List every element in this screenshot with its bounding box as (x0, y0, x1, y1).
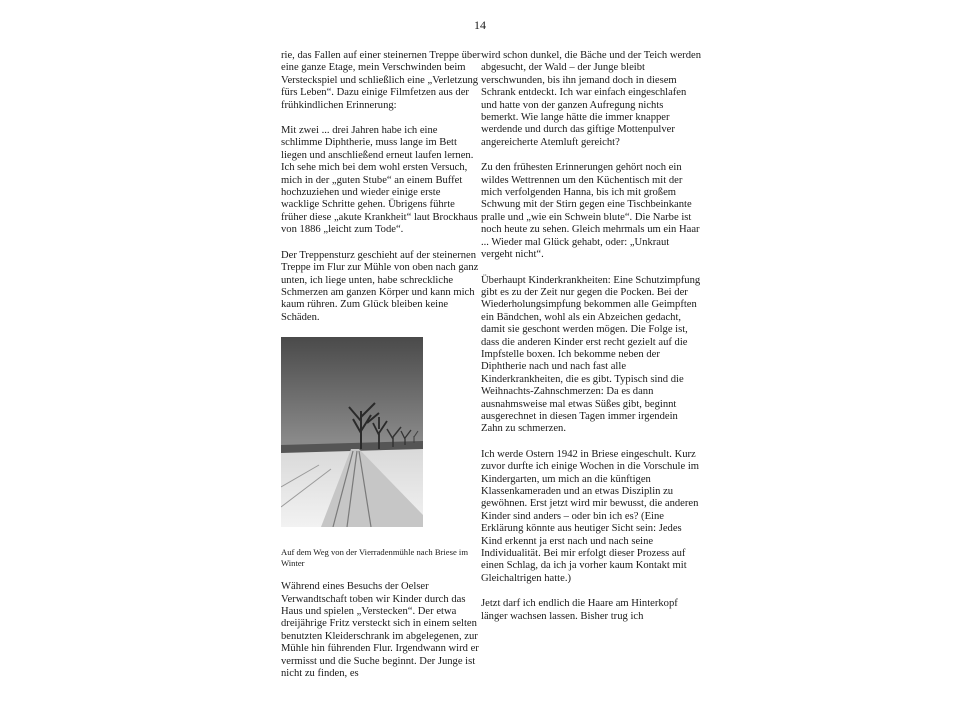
paragraph: Mit zwei ... drei Jahren habe ich eine schlimme Diphtherie, muss lange im Bett liegen und anschließend erneut laufen lernen. Ich sehe mich bei dem wohl ersten Versuch, mich in der „guten Stube“ an einem Buffet hochzuziehen und wieder einige erste wacklige Schritte gehen. Übrigens führte früher diese „akute Krankheit“ laut Brockhaus von 1886 „leicht zum Tode“. (281, 125, 478, 236)
page-number: 14 (474, 18, 486, 32)
paragraph: Der Treppensturz geschieht auf der steinernen Treppe im Flur zur Mühle von oben nach ganz unten, ich liege unten, habe schreckliche Schmerzen am ganzen Körper und kann mich kaum rühren. Zum Glück bleiben keine Schäden. (281, 249, 479, 323)
winter-landscape-photo (281, 337, 423, 527)
paragraph: Während eines Besuchs der Oelser Verwandtschaft toben wir Kinder durch das Haus und spielen „Verstecken“. Der etwa dreijährige Fritz versteckt sich in einem selten benutzten Kleiderschrank im abgelegenen, zur Mühle hin führenden Flur. Irgendwann wird er vermisst und die Suche beginnt. Der Junge ist nicht zu finden, es (281, 581, 479, 679)
paragraph: rie, das Fallen auf einer steinernen Treppe über eine ganze Etage, mein Verschwinden beim Versteckspiel und schließlich eine „Verletzung fürs Leben“. Dazu einige Filmfetzen aus der frühkindlichen Erinnerung: (281, 50, 481, 111)
paragraph: Ich werde Ostern 1942 in Briese eingeschult. Kurz zuvor durfte ich einige Wochen in die Vorschule im Kindergarten, um mich an die künftigen Klassenkameraden und an etwas Disziplin zu gewöhnen. Erst jetzt wird mir bewusst, die anderen Kinder sind anders – oder bin ich es? (Eine Erklärung könnte aus heutiger Sicht sein: Jedes Kind erkennt ja erst nach und nach seine Individualität. Bei mir erfolgt dieser Prozess auf einen Schlag, da ich ja vorher kaum Kontakt mit Gleichaltrigen hatte.) (481, 448, 700, 584)
left-column (281, 50, 481, 693)
paragraph: Zu den frühesten Erinnerungen gehört noch ein wildes Wettrennen um den Küchentisch mit der mich verfolgenden Hanna, bis ich mit großem Schwung mit der Stirn gegen eine Tischbeinkante pralle und „wie ein Schwein blute“. Die Narbe ist noch heute zu sehen. Gleich mehrmals um ein Haar ... Wieder mal Glück gehabt, oder: „Unkraut vergeht nicht“. (481, 162, 700, 261)
paragraph: Überhaupt Kinderkrankheiten: Eine Schutzimpfung gibt es zu der Zeit nur gegen die Pocken. Bei der Wiederholungsimpfung bekommen alle Geimpften ein Bändchen, wohl als ein Abzeichen gedacht, damit sie geschont werden mögen. Die Folge ist, dass die anderen Kinder erst recht gezielt auf die Impfstelle boxen. Ich bekomme neben der Diphtherie nach und nach fast alle Kinderkrankheiten, die es gibt. Typisch sind die Weihnachts-Zahnschmerzen: Da es dann ausnahmsweise mal etwas Süßes gibt, beginnt ausgerechnet in diesen Tagen immer irgendein Zahn zu schmerzen. (481, 274, 701, 435)
paragraph: wird schon dunkel, die Bäche und der Teich werden abgesucht, der Wald – der Junge bleibt verschwunden, bis ihn jemand doch in diesem Schrank entdeckt. Ich war einfach eingeschlafen und hatte von der ganzen Aufregung nichts bemerkt. Wie lange hätte die immer knapper werdende und durch das giftige Mottenpulver angereicherte Atemluft gereicht? (481, 50, 701, 148)
right-column (481, 50, 701, 636)
photo-caption: Auf dem Weg von der Vierradenmühle nach Briese im Winter (281, 547, 469, 568)
paragraph: Jetzt darf ich endlich die Haare am Hinterkopf länger wachsen lassen. Bisher trug ich (481, 598, 678, 622)
